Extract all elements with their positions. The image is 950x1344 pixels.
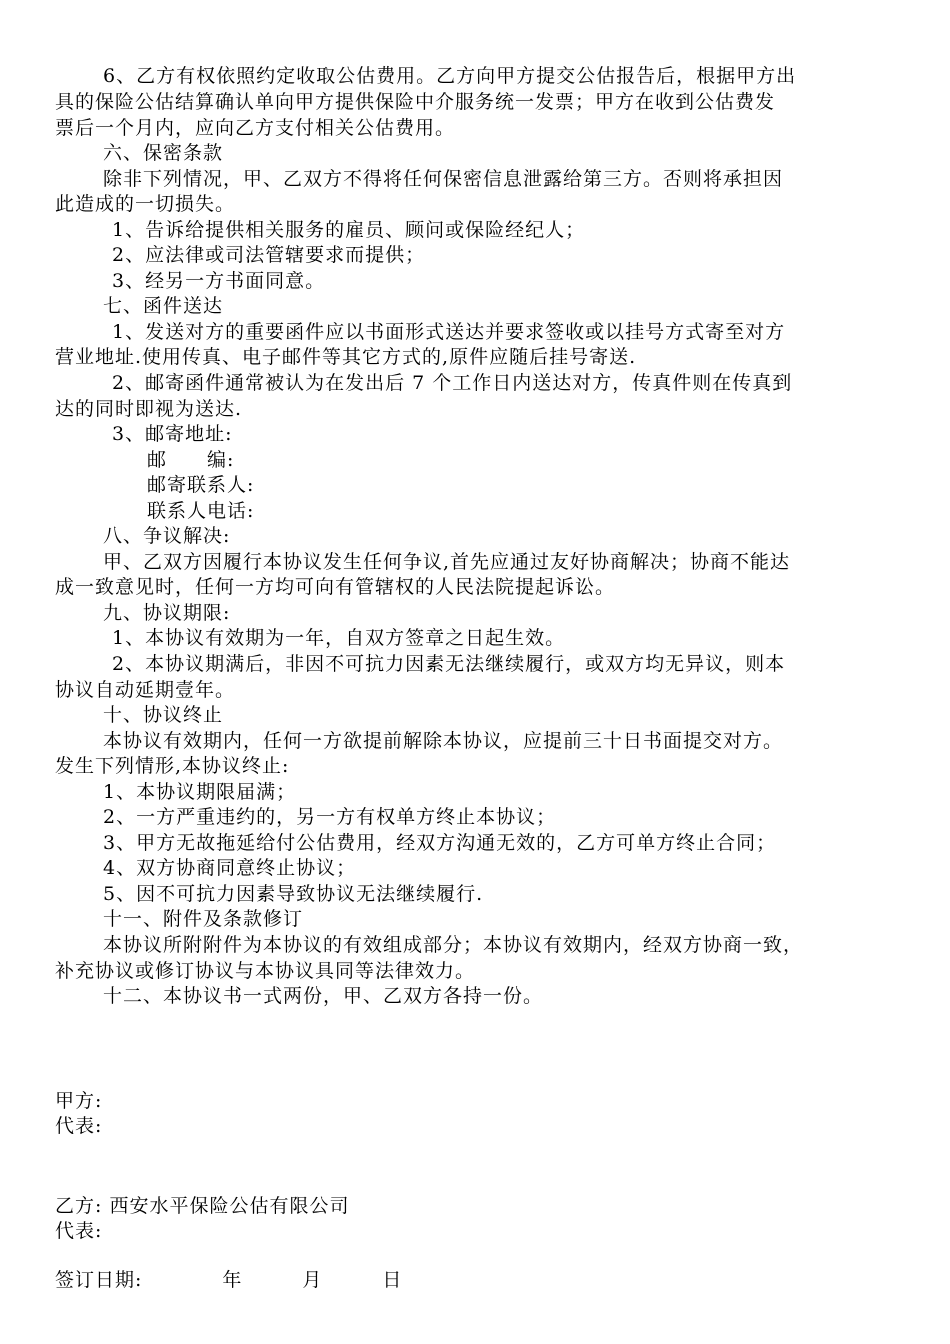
list-item: 2、本协议期满后，非因不可抗力因素无法继续履行，或双方均无异议，则本 (112, 653, 786, 675)
section-heading: 十二、本协议书一式两份，甲、乙双方各持一份。 (103, 985, 544, 1007)
text-line: 营业地址.使用传真、电子邮件等其它方式的,原件应随后挂号寄送. (55, 346, 637, 368)
list-item: 1、本协议期限届满； (103, 781, 297, 803)
section-heading: 九、协议期限: (103, 602, 231, 624)
text-line: 具的保险公估结算确认单向甲方提供保险中介服务统一发票；甲方在收到公估费发 (55, 91, 776, 113)
text-line: 本协议所附附件为本协议的有效组成部分；本协议有效期内，经双方协商一致， (103, 934, 804, 956)
section-heading: 十、协议终止 (103, 704, 224, 726)
list-item: 1、本协议有效期为一年，自双方签章之日起生效。 (112, 627, 566, 649)
list-item: 4、双方协商同意终止协议； (103, 857, 357, 879)
section-heading: 七、函件送达 (103, 295, 224, 317)
section-heading: 八、争议解决: (103, 525, 231, 547)
section-heading: 六、保密条款 (103, 142, 224, 164)
text-line: 达的同时即视为送达. (55, 398, 243, 420)
form-label: 邮寄联系人: (147, 474, 255, 496)
section-heading: 十一、附件及条款修订 (103, 908, 304, 930)
party-b-rep-label: 代表: (55, 1220, 103, 1242)
list-item: 2、一方严重违约的，另一方有权单方终止本协议； (103, 806, 557, 828)
text-line: 协议自动延期壹年。 (55, 679, 236, 701)
text-line: 甲、乙双方因履行本协议发生任何争议,首先应通过友好协商解决；协商不能达 (103, 551, 791, 573)
text-line: 1、发送对方的重要函件应以书面形式送达并要求签收或以挂号方式寄至对方 (112, 321, 786, 343)
list-item: 3、经另一方书面同意。 (112, 270, 326, 292)
list-item: 1、告诉给提供相关服务的雇员、顾问或保险经纪人； (112, 219, 586, 241)
sign-date-label: 签订日期: 年 月 日 (55, 1269, 403, 1291)
text-line: 发生下列情形,本协议终止: (55, 755, 290, 777)
text-line: 此造成的一切损失。 (55, 193, 236, 215)
list-item: 2、应法律或司法管辖要求而提供； (112, 244, 426, 266)
text-line: 2、邮寄函件通常被认为在发出后 7 个工作日内送达对方，传真件则在传真到 (112, 372, 793, 394)
form-label: 邮 编: (147, 449, 235, 471)
party-a-label: 甲方: (55, 1090, 103, 1112)
text-line: 票后一个月内，应向乙方支付相关公估费用。 (55, 117, 456, 139)
party-a-rep-label: 代表: (55, 1115, 103, 1137)
text-line: 除非下列情况，甲、乙双方不得将任何保密信息泄露给第三方。否则将承担因 (103, 168, 784, 190)
text-line: 补充协议或修订协议与本协议具同等法律效力。 (55, 960, 476, 982)
list-item: 5、因不可抗力因素导致协议无法继续履行. (103, 883, 484, 905)
text-line: 本协议有效期内，任何一方欲提前解除本协议，应提前三十日书面提交对方。 (103, 730, 784, 752)
text-line: 6、乙方有权依照约定收取公估费用。乙方向甲方提交公估报告后，根据甲方出 (103, 65, 797, 87)
list-item: 3、邮寄地址: (112, 423, 233, 445)
text-line: 成一致意见时，任何一方均可向有管辖权的人民法院提起诉讼。 (55, 576, 616, 598)
form-label: 联系人电话: (147, 500, 255, 522)
party-b-label: 乙方: 西安水平保险公估有限公司 (55, 1195, 350, 1217)
list-item: 3、甲方无故拖延给付公估费用，经双方沟通无效的，乙方可单方终止合同； (103, 832, 777, 854)
